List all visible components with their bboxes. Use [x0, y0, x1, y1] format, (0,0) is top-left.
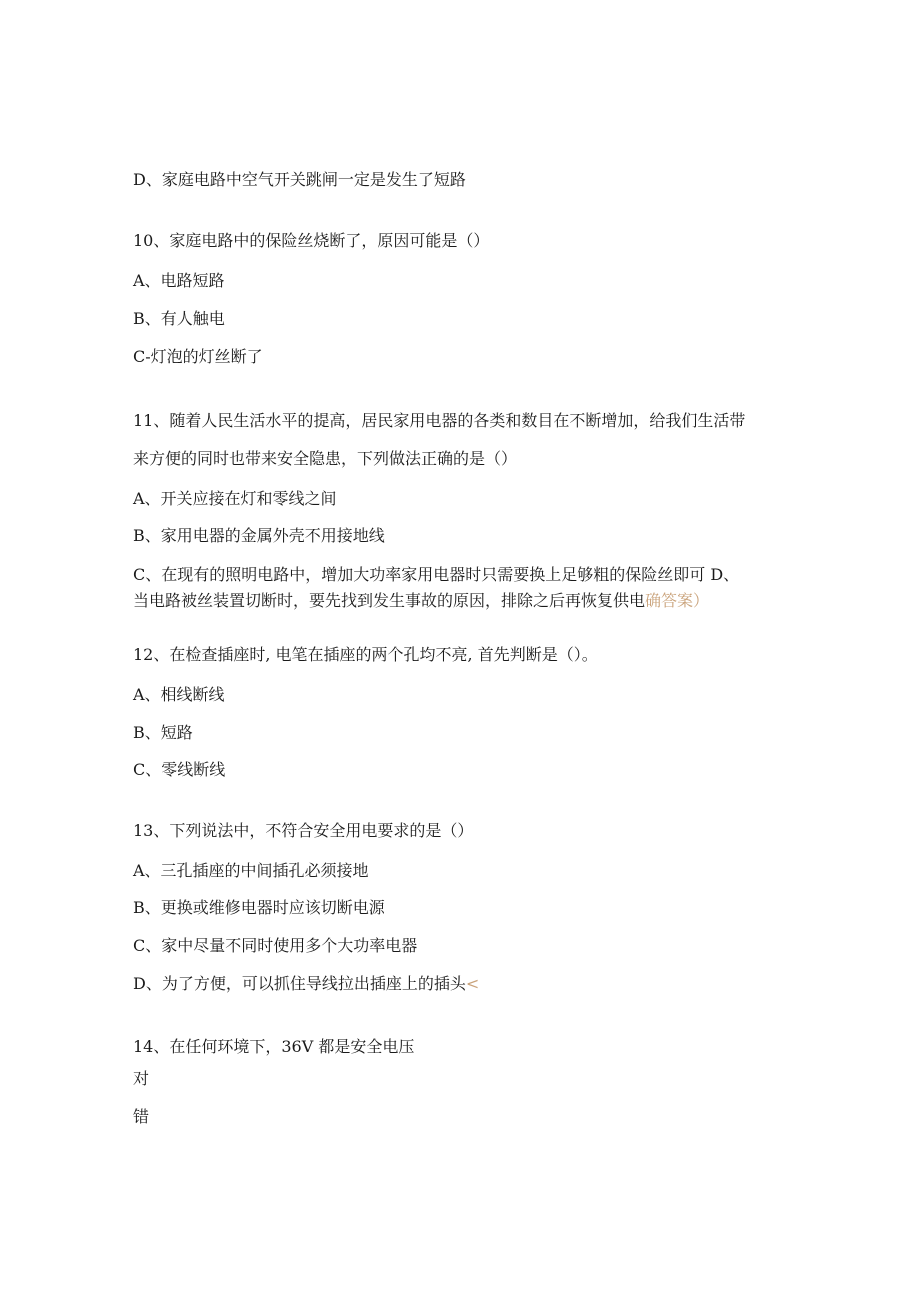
q13-option-a: A、三孔插座的中间插孔必须接地 — [133, 861, 369, 880]
q10-option-b: B、有人触电 — [133, 309, 225, 328]
q11-stem-line1: 11、随着人民生活水平的提高，居民家用电器的各类和数目在不断增加，给我们生活带 — [133, 411, 746, 430]
q13-answer-mark: < — [465, 974, 480, 993]
q11-option-a: A、开关应接在灯和零线之间 — [133, 489, 337, 508]
q12-stem: 12、在检查插座时, 电笔在插座的两个孔均不亮, 首先判断是（）。 — [133, 645, 598, 664]
q10-option-a: A、电路短路 — [133, 271, 225, 290]
q11-option-c-line1: C、在现有的照明电路中，增加大功率家用电器时只需要换上足够粗的保险丝即可 D、 — [133, 565, 740, 584]
q11-option-c-line2 — [133, 591, 709, 611]
q11-answer-mark: 确答案） — [645, 591, 710, 610]
q14-option-true: 对 — [133, 1069, 150, 1088]
q10-option-c: C-灯泡的灯丝断了 — [133, 347, 263, 366]
q13-option-c: C、家中尽量不同时使用多个大功率电器 — [133, 936, 418, 955]
q14-option-false: 错 — [133, 1107, 150, 1126]
q9-option-d: D、家庭电路中空气开关跳闸一定是发生了短路 — [133, 170, 466, 189]
q14-stem: 14、在任何环境下，36V 都是安全电压 — [133, 1037, 415, 1056]
q12-option-b: B、短路 — [133, 723, 193, 742]
q10-stem: 10、家庭电路中的保险丝烧断了，原因可能是（） — [133, 231, 490, 250]
q12-option-c: C、零线断线 — [133, 760, 226, 779]
q11-option-b: B、家用电器的金属外壳不用接地线 — [133, 526, 385, 545]
q11-option-c-line2-text: 当电路被丝装置切断时，要先找到发生事故的原因，排除之后再恢复供电 — [133, 591, 646, 610]
q11-stem-line2: 来方便的同时也带来安全隐患，下列做法正确的是（） — [133, 449, 518, 468]
q13-option-d — [133, 974, 479, 994]
q13-stem: 13、下列说法中，不符合安全用电要求的是（） — [133, 821, 474, 840]
q12-option-a: A、相线断线 — [133, 685, 225, 704]
q13-option-b: B、更换或维修电器时应该切断电源 — [133, 898, 385, 917]
q13-option-d-text: D、为了方便，可以抓住导线拉出插座上的插头 — [133, 974, 466, 993]
